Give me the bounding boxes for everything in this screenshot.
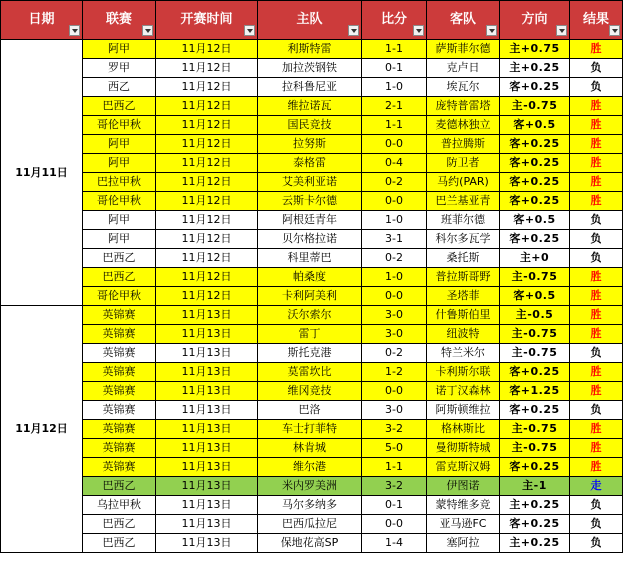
direction-cell: 客+0.5 bbox=[500, 116, 570, 135]
time-cell: 11月12日 bbox=[156, 211, 258, 230]
direction-cell: 客+0.25 bbox=[500, 78, 570, 97]
score-cell: 0-2 bbox=[362, 249, 427, 268]
away-team-cell: 伊图诺 bbox=[427, 477, 500, 496]
result-cell: 负 bbox=[570, 78, 623, 97]
home-team-cell: 云斯卡尔德 bbox=[258, 192, 362, 211]
table-row bbox=[1, 78, 623, 97]
result-cell: 胜 bbox=[570, 97, 623, 116]
table-row bbox=[1, 135, 623, 154]
result-cell: 负 bbox=[570, 534, 623, 553]
table-row bbox=[1, 287, 623, 306]
filter-dropdown-icon[interactable] bbox=[69, 25, 80, 36]
away-team-cell: 庞特普雷塔 bbox=[427, 97, 500, 116]
away-team-cell: 巴兰基亚青 bbox=[427, 192, 500, 211]
score-cell: 0-2 bbox=[362, 344, 427, 363]
home-team-cell: 艾美利亚诺 bbox=[258, 173, 362, 192]
filter-dropdown-icon[interactable] bbox=[142, 25, 153, 36]
direction-cell: 主-1 bbox=[500, 477, 570, 496]
score-cell: 0-2 bbox=[362, 173, 427, 192]
time-cell: 11月12日 bbox=[156, 154, 258, 173]
result-cell: 负 bbox=[570, 249, 623, 268]
table-row bbox=[1, 154, 623, 173]
time-cell: 11月12日 bbox=[156, 268, 258, 287]
time-cell: 11月12日 bbox=[156, 249, 258, 268]
header-direction bbox=[500, 1, 570, 40]
away-team-cell: 马约(PAR) bbox=[427, 173, 500, 192]
league-cell: 英锦赛 bbox=[83, 306, 156, 325]
direction-cell: 客+0.25 bbox=[500, 363, 570, 382]
table-row bbox=[1, 363, 623, 382]
league-cell: 英锦赛 bbox=[83, 382, 156, 401]
away-team-cell: 蒙特维多竞 bbox=[427, 496, 500, 515]
time-cell: 11月13日 bbox=[156, 458, 258, 477]
direction-cell: 主+0.25 bbox=[500, 496, 570, 515]
table-row bbox=[1, 420, 623, 439]
time-cell: 11月13日 bbox=[156, 325, 258, 344]
league-cell: 巴西乙 bbox=[83, 268, 156, 287]
home-team-cell: 沃尔索尔 bbox=[258, 306, 362, 325]
direction-cell: 客+0.25 bbox=[500, 401, 570, 420]
league-cell: 英锦赛 bbox=[83, 420, 156, 439]
score-cell: 5-0 bbox=[362, 439, 427, 458]
league-cell: 阿甲 bbox=[83, 40, 156, 59]
filter-dropdown-icon[interactable] bbox=[244, 25, 255, 36]
direction-cell: 主+0.25 bbox=[500, 59, 570, 78]
direction-cell: 主-0.75 bbox=[500, 344, 570, 363]
direction-cell: 客+0.5 bbox=[500, 211, 570, 230]
result-cell: 胜 bbox=[570, 382, 623, 401]
header-home bbox=[258, 1, 362, 40]
league-cell: 巴西乙 bbox=[83, 534, 156, 553]
table-row bbox=[1, 439, 623, 458]
table-row bbox=[1, 59, 623, 78]
table-row bbox=[1, 306, 623, 325]
direction-cell: 客+0.25 bbox=[500, 135, 570, 154]
header-score bbox=[362, 1, 427, 40]
result-cell: 负 bbox=[570, 515, 623, 534]
home-team-cell: 维拉诺瓦 bbox=[258, 97, 362, 116]
direction-cell: 客+0.25 bbox=[500, 230, 570, 249]
date-cell: 11月11日 bbox=[1, 40, 83, 306]
direction-cell: 主+0.25 bbox=[500, 534, 570, 553]
result-cell: 胜 bbox=[570, 135, 623, 154]
league-cell: 巴拉甲秋 bbox=[83, 173, 156, 192]
time-cell: 11月13日 bbox=[156, 439, 258, 458]
result-cell: 胜 bbox=[570, 154, 623, 173]
table-row bbox=[1, 344, 623, 363]
table-row bbox=[1, 211, 623, 230]
time-cell: 11月13日 bbox=[156, 496, 258, 515]
away-team-cell: 纽波特 bbox=[427, 325, 500, 344]
header-result bbox=[570, 1, 623, 40]
header-away bbox=[427, 1, 500, 40]
home-team-cell: 雷丁 bbox=[258, 325, 362, 344]
score-cell: 1-0 bbox=[362, 268, 427, 287]
score-cell: 1-0 bbox=[362, 78, 427, 97]
table-row bbox=[1, 173, 623, 192]
score-cell: 3-2 bbox=[362, 477, 427, 496]
time-cell: 11月12日 bbox=[156, 135, 258, 154]
time-cell: 11月13日 bbox=[156, 515, 258, 534]
away-team-cell: 圣塔菲 bbox=[427, 287, 500, 306]
league-cell: 哥伦甲秋 bbox=[83, 192, 156, 211]
league-cell: 阿甲 bbox=[83, 154, 156, 173]
away-team-cell: 科尔多瓦学 bbox=[427, 230, 500, 249]
home-team-cell: 莫雷坎比 bbox=[258, 363, 362, 382]
home-team-cell: 林肯城 bbox=[258, 439, 362, 458]
score-cell: 0-1 bbox=[362, 496, 427, 515]
league-cell: 罗甲 bbox=[83, 59, 156, 78]
result-cell: 胜 bbox=[570, 116, 623, 135]
table-row bbox=[1, 458, 623, 477]
result-cell: 胜 bbox=[570, 306, 623, 325]
result-cell: 胜 bbox=[570, 458, 623, 477]
direction-cell: 主-0.5 bbox=[500, 306, 570, 325]
header-time bbox=[156, 1, 258, 40]
league-cell: 巴西乙 bbox=[83, 97, 156, 116]
league-cell: 乌拉甲秋 bbox=[83, 496, 156, 515]
time-cell: 11月13日 bbox=[156, 306, 258, 325]
table-row bbox=[1, 230, 623, 249]
league-cell: 阿甲 bbox=[83, 211, 156, 230]
away-team-cell: 普拉腾斯 bbox=[427, 135, 500, 154]
result-cell: 胜 bbox=[570, 420, 623, 439]
away-team-cell: 班菲尔德 bbox=[427, 211, 500, 230]
direction-cell: 主-0.75 bbox=[500, 439, 570, 458]
home-team-cell: 国民竞技 bbox=[258, 116, 362, 135]
direction-cell: 客+0.25 bbox=[500, 173, 570, 192]
score-cell: 3-1 bbox=[362, 230, 427, 249]
home-team-cell: 卡利阿美利 bbox=[258, 287, 362, 306]
header-date bbox=[1, 1, 83, 40]
away-team-cell: 特兰米尔 bbox=[427, 344, 500, 363]
home-team-cell: 泰格雷 bbox=[258, 154, 362, 173]
direction-cell: 客+0.25 bbox=[500, 515, 570, 534]
time-cell: 11月12日 bbox=[156, 230, 258, 249]
table-row bbox=[1, 116, 623, 135]
result-cell: 负 bbox=[570, 59, 623, 78]
away-team-cell: 克卢日 bbox=[427, 59, 500, 78]
time-cell: 11月12日 bbox=[156, 116, 258, 135]
filter-dropdown-icon[interactable] bbox=[486, 25, 497, 36]
away-team-cell: 塞阿拉 bbox=[427, 534, 500, 553]
time-cell: 11月13日 bbox=[156, 382, 258, 401]
header-label: 联赛 bbox=[105, 12, 132, 27]
header-label: 开赛时间 bbox=[180, 12, 233, 27]
score-cell: 1-0 bbox=[362, 211, 427, 230]
time-cell: 11月12日 bbox=[156, 173, 258, 192]
home-team-cell: 拉科鲁尼亚 bbox=[258, 78, 362, 97]
time-cell: 11月13日 bbox=[156, 401, 258, 420]
home-team-cell: 马尔多纳多 bbox=[258, 496, 362, 515]
filter-dropdown-icon[interactable] bbox=[413, 25, 424, 36]
home-team-cell: 阿根廷青年 bbox=[258, 211, 362, 230]
league-cell: 阿甲 bbox=[83, 230, 156, 249]
home-team-cell: 维冈竞技 bbox=[258, 382, 362, 401]
score-cell: 1-4 bbox=[362, 534, 427, 553]
result-cell: 胜 bbox=[570, 363, 623, 382]
home-team-cell: 帕桑度 bbox=[258, 268, 362, 287]
direction-cell: 客+0.25 bbox=[500, 154, 570, 173]
away-team-cell: 雷克斯汉姆 bbox=[427, 458, 500, 477]
score-cell: 1-1 bbox=[362, 40, 427, 59]
league-cell: 巴西乙 bbox=[83, 477, 156, 496]
time-cell: 11月13日 bbox=[156, 420, 258, 439]
time-cell: 11月13日 bbox=[156, 363, 258, 382]
away-team-cell: 曼彻斯特城 bbox=[427, 439, 500, 458]
table-row bbox=[1, 192, 623, 211]
table-row bbox=[1, 382, 623, 401]
score-cell: 3-2 bbox=[362, 420, 427, 439]
table-row bbox=[1, 515, 623, 534]
filter-dropdown-icon[interactable] bbox=[348, 25, 359, 36]
home-team-cell: 加拉茨钢铁 bbox=[258, 59, 362, 78]
home-team-cell: 车士打菲特 bbox=[258, 420, 362, 439]
result-cell: 胜 bbox=[570, 268, 623, 287]
result-cell: 胜 bbox=[570, 192, 623, 211]
table-row bbox=[1, 40, 623, 59]
score-cell: 0-0 bbox=[362, 135, 427, 154]
header-label: 客队 bbox=[449, 12, 476, 27]
score-cell: 0-1 bbox=[362, 59, 427, 78]
table-row bbox=[1, 268, 623, 287]
league-cell: 英锦赛 bbox=[83, 363, 156, 382]
home-team-cell: 保地花高SP bbox=[258, 534, 362, 553]
league-cell: 阿甲 bbox=[83, 135, 156, 154]
table-row bbox=[1, 477, 623, 496]
result-cell: 胜 bbox=[570, 325, 623, 344]
result-cell: 负 bbox=[570, 496, 623, 515]
away-team-cell: 格林斯比 bbox=[427, 420, 500, 439]
score-cell: 3-0 bbox=[362, 306, 427, 325]
league-cell: 西乙 bbox=[83, 78, 156, 97]
date-cell: 11月12日 bbox=[1, 306, 83, 553]
away-team-cell: 卡利斯尔联 bbox=[427, 363, 500, 382]
direction-cell: 主-0.75 bbox=[500, 420, 570, 439]
time-cell: 11月12日 bbox=[156, 97, 258, 116]
result-cell: 胜 bbox=[570, 40, 623, 59]
away-team-cell: 麦德林独立 bbox=[427, 116, 500, 135]
header-label: 主队 bbox=[296, 12, 323, 27]
direction-cell: 主+0.75 bbox=[500, 40, 570, 59]
score-cell: 0-0 bbox=[362, 515, 427, 534]
direction-cell: 客+0.25 bbox=[500, 192, 570, 211]
direction-cell: 主-0.75 bbox=[500, 97, 570, 116]
home-team-cell: 利斯特雷 bbox=[258, 40, 362, 59]
away-team-cell: 埃瓦尔 bbox=[427, 78, 500, 97]
table-row bbox=[1, 496, 623, 515]
direction-cell: 客+1.25 bbox=[500, 382, 570, 401]
score-cell: 1-1 bbox=[362, 458, 427, 477]
result-cell: 负 bbox=[570, 211, 623, 230]
league-cell: 巴西乙 bbox=[83, 249, 156, 268]
filter-dropdown-icon[interactable] bbox=[556, 25, 567, 36]
score-cell: 2-1 bbox=[362, 97, 427, 116]
time-cell: 11月12日 bbox=[156, 59, 258, 78]
home-team-cell: 巴西瓜拉尼 bbox=[258, 515, 362, 534]
result-cell: 胜 bbox=[570, 287, 623, 306]
table-row bbox=[1, 401, 623, 420]
score-cell: 0-4 bbox=[362, 154, 427, 173]
filter-dropdown-icon[interactable] bbox=[609, 25, 620, 36]
header-row bbox=[1, 1, 623, 40]
time-cell: 11月13日 bbox=[156, 477, 258, 496]
time-cell: 11月12日 bbox=[156, 40, 258, 59]
time-cell: 11月12日 bbox=[156, 287, 258, 306]
away-team-cell: 亚马逊FC bbox=[427, 515, 500, 534]
away-team-cell: 桑托斯 bbox=[427, 249, 500, 268]
time-cell: 11月12日 bbox=[156, 78, 258, 97]
score-cell: 3-0 bbox=[362, 325, 427, 344]
away-team-cell: 防卫者 bbox=[427, 154, 500, 173]
result-cell: 胜 bbox=[570, 173, 623, 192]
time-cell: 11月12日 bbox=[156, 192, 258, 211]
header-label: 比分 bbox=[380, 12, 407, 27]
direction-cell: 客+0.5 bbox=[500, 287, 570, 306]
header-label: 日期 bbox=[28, 12, 55, 27]
away-team-cell: 什鲁斯伯里 bbox=[427, 306, 500, 325]
score-cell: 0-0 bbox=[362, 382, 427, 401]
away-team-cell: 普拉斯哥野 bbox=[427, 268, 500, 287]
header-label: 方向 bbox=[521, 12, 548, 27]
header-league bbox=[83, 1, 156, 40]
away-team-cell: 萨斯菲尔德 bbox=[427, 40, 500, 59]
header-label: 结果 bbox=[582, 12, 609, 27]
table-row bbox=[1, 249, 623, 268]
home-team-cell: 维尔港 bbox=[258, 458, 362, 477]
league-cell: 哥伦甲秋 bbox=[83, 116, 156, 135]
league-cell: 英锦赛 bbox=[83, 439, 156, 458]
table-row bbox=[1, 325, 623, 344]
league-cell: 英锦赛 bbox=[83, 458, 156, 477]
home-team-cell: 拉努斯 bbox=[258, 135, 362, 154]
table-body bbox=[1, 40, 623, 553]
home-team-cell: 贝尔格拉诺 bbox=[258, 230, 362, 249]
time-cell: 11月13日 bbox=[156, 344, 258, 363]
direction-cell: 主+0 bbox=[500, 249, 570, 268]
result-cell: 走 bbox=[570, 477, 623, 496]
home-team-cell: 斯托克港 bbox=[258, 344, 362, 363]
score-cell: 0-0 bbox=[362, 287, 427, 306]
score-cell: 3-0 bbox=[362, 401, 427, 420]
result-cell: 负 bbox=[570, 230, 623, 249]
home-team-cell: 科里蒂巴 bbox=[258, 249, 362, 268]
result-cell: 负 bbox=[570, 344, 623, 363]
league-cell: 哥伦甲秋 bbox=[83, 287, 156, 306]
league-cell: 英锦赛 bbox=[83, 325, 156, 344]
league-cell: 英锦赛 bbox=[83, 401, 156, 420]
home-team-cell: 巴洛 bbox=[258, 401, 362, 420]
away-team-cell: 阿斯顿维拉 bbox=[427, 401, 500, 420]
result-cell: 负 bbox=[570, 401, 623, 420]
table-row bbox=[1, 534, 623, 553]
home-team-cell: 米内罗美洲 bbox=[258, 477, 362, 496]
league-cell: 英锦赛 bbox=[83, 344, 156, 363]
direction-cell: 主-0.75 bbox=[500, 268, 570, 287]
league-cell: 巴西乙 bbox=[83, 515, 156, 534]
score-cell: 1-1 bbox=[362, 116, 427, 135]
score-cell: 0-0 bbox=[362, 192, 427, 211]
time-cell: 11月13日 bbox=[156, 534, 258, 553]
away-team-cell: 诺丁汉森林 bbox=[427, 382, 500, 401]
result-cell: 胜 bbox=[570, 439, 623, 458]
score-cell: 1-2 bbox=[362, 363, 427, 382]
direction-cell: 主-0.75 bbox=[500, 325, 570, 344]
table-row bbox=[1, 97, 623, 116]
direction-cell: 客+0.25 bbox=[500, 458, 570, 477]
